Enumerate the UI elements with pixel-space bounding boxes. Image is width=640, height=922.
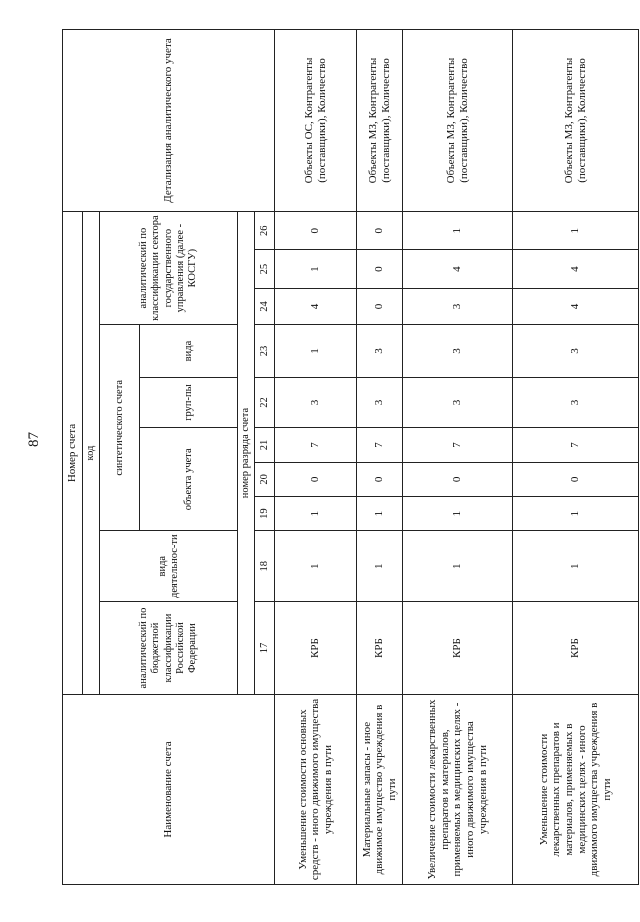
- code-cell: 1: [357, 531, 403, 602]
- code-cell: КРБ: [513, 602, 639, 695]
- code-cell: 0: [403, 462, 513, 496]
- code-cell: 7: [275, 428, 357, 462]
- column-number: 23: [255, 325, 275, 378]
- header-account-number: Номер счета: [63, 212, 83, 695]
- code-cell: 3: [403, 288, 513, 324]
- code-cell: 1: [403, 531, 513, 602]
- column-number: 24: [255, 288, 275, 324]
- account-name-cell: Уменьшение стоимости лекарственных препаратов и материалов, применяемых в медицинских целях - иного движимого имущества учреждения в пути: [513, 695, 639, 885]
- column-number: 22: [255, 377, 275, 428]
- column-number: 21: [255, 428, 275, 462]
- code-cell: 1: [403, 212, 513, 250]
- column-number: 17: [255, 602, 275, 695]
- code-cell: 0: [275, 462, 357, 496]
- account-name-cell: Уменьшение стоимости основных средств - иного движимого имущества учреждения в пути: [275, 695, 357, 885]
- code-cell: 7: [357, 428, 403, 462]
- header-account-name: Наименование счета: [63, 695, 275, 885]
- code-cell: 0: [513, 462, 639, 496]
- code-cell: 1: [513, 496, 639, 530]
- code-cell: 0: [357, 250, 403, 288]
- code-cell: 0: [357, 462, 403, 496]
- table-row: [403, 30, 513, 885]
- code-cell: 1: [275, 250, 357, 288]
- code-cell: КРБ: [403, 602, 513, 695]
- table-row: [513, 30, 639, 885]
- code-cell: 4: [403, 250, 513, 288]
- account-name-cell: Увеличение стоимости лекарственных препаратов и материалов, применяемых в медицинских целях - иного движимого имущества учреждения в пути: [403, 695, 513, 885]
- header-analytic-kosgu: аналитический по классификации сектора государственного управления (далее - КОСГУ): [100, 212, 238, 325]
- code-cell: 3: [275, 377, 357, 428]
- code-cell: 1: [513, 531, 639, 602]
- table-row: [357, 30, 403, 885]
- account-table-sheet: [62, 29, 634, 885]
- code-cell: 1: [275, 496, 357, 530]
- code-cell: КРБ: [357, 602, 403, 695]
- header-analytic-bk: аналитический по бюджетной классификации Российской Федерации: [100, 602, 238, 695]
- code-cell: 1: [357, 496, 403, 530]
- header-kind: вида: [140, 325, 238, 378]
- column-number: 19: [255, 496, 275, 530]
- header-synthetic: синтетического счета: [100, 325, 140, 531]
- code-cell: 3: [403, 325, 513, 378]
- code-cell: 1: [275, 325, 357, 378]
- chart-of-accounts-table: [62, 29, 639, 885]
- detail-cell: Объекты МЗ, Контрагенты (поставщики), Количество: [403, 30, 513, 212]
- code-cell: 3: [357, 325, 403, 378]
- header-detail: Детализация аналитического учета: [63, 30, 275, 212]
- code-cell: 3: [403, 377, 513, 428]
- code-cell: 1: [275, 531, 357, 602]
- code-cell: 1: [403, 496, 513, 530]
- code-cell: 4: [275, 288, 357, 324]
- header-code: код: [83, 212, 100, 695]
- code-cell: 7: [403, 428, 513, 462]
- column-number: 20: [255, 462, 275, 496]
- header-group: груп-пы: [140, 377, 238, 428]
- detail-cell: Объекты МЗ, Контрагенты (поставщики), Количество: [513, 30, 639, 212]
- column-number: 25: [255, 250, 275, 288]
- code-cell: 0: [357, 288, 403, 324]
- page-number: 87: [26, 432, 42, 447]
- code-cell: 3: [357, 377, 403, 428]
- code-cell: 3: [513, 377, 639, 428]
- code-cell: 0: [357, 212, 403, 250]
- code-cell: 0: [275, 212, 357, 250]
- table-row: [275, 30, 357, 885]
- column-number: 18: [255, 531, 275, 602]
- header-activity-type: вида деятельнос-ти: [100, 531, 238, 602]
- detail-cell: Объекты МЗ, Контрагенты (поставщики), Количество: [357, 30, 403, 212]
- code-cell: 3: [513, 325, 639, 378]
- detail-cell: Объекты ОС, Контрагенты (поставщики), Количество: [275, 30, 357, 212]
- code-cell: 1: [513, 212, 639, 250]
- code-cell: КРБ: [275, 602, 357, 695]
- code-cell: 4: [513, 250, 639, 288]
- account-name-cell: Материальные запасы - иное движимое имущество учреждения в пути: [357, 695, 403, 885]
- header-digit-number: номер разряда счета: [238, 212, 255, 695]
- code-cell: 7: [513, 428, 639, 462]
- column-number: 26: [255, 212, 275, 250]
- code-cell: 4: [513, 288, 639, 324]
- header-account-object: объекта учета: [140, 428, 238, 531]
